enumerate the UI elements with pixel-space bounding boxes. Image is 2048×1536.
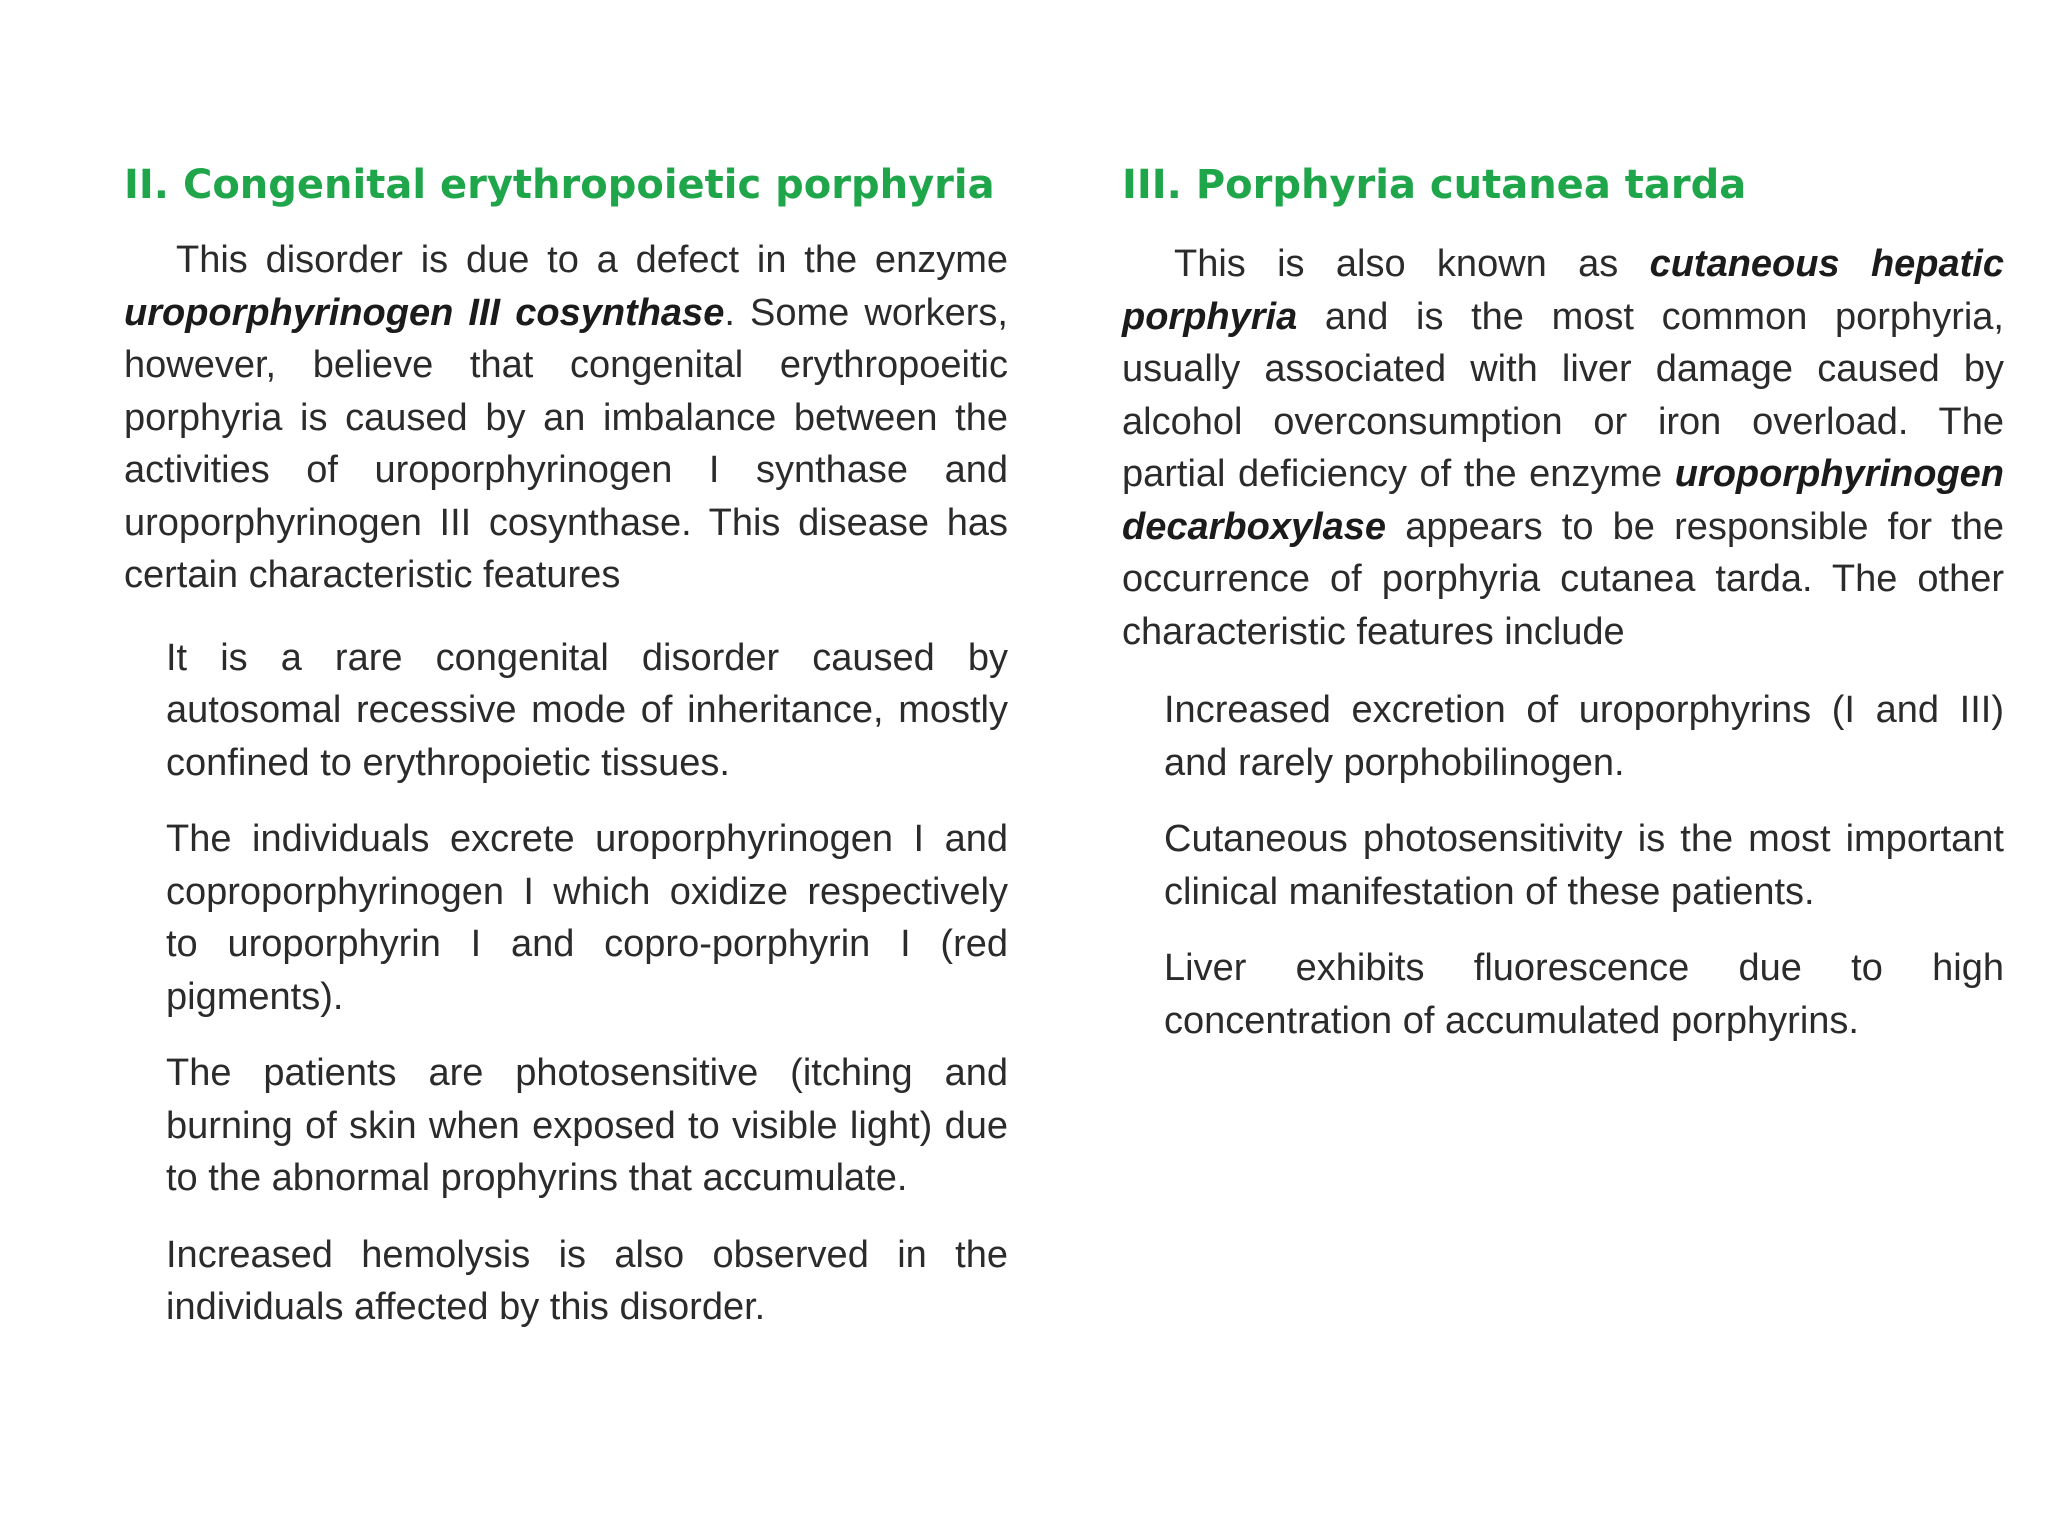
list-item: It is a rare congenital disorder caused by autosomal recessive mode of inheritance, mostly confined to erythropoietic tissues. xyxy=(166,636,1008,784)
list-item: The individuals excrete uroporphyrinogen I and coproporphyrinogen I which oxidize respectively to uroporphyrin I and copro-porphyrin I (red pigments). xyxy=(166,818,1008,1018)
enzyme-name: uroporphyrinogen decarboxylase xyxy=(1122,453,2004,548)
list-item: The patients are photosensitive (itching and burning of skin when exposed to visible light) due to the abnormal prophyrins that accumulate. xyxy=(166,1052,1008,1199)
section-heading xyxy=(1122,158,2004,212)
list-item: Cutaneous photosensitivity is the most important clinical manifestation of these patients. xyxy=(1164,818,2004,913)
intro-text: and is the most common porphyria, usually associated with liver damage caused by alcohol overconsumption or iron overload. The partial deficiency of the enzyme xyxy=(1122,295,2004,495)
intro-text: . Some workers, however, believe that congenital erythropoeitic porphyria is caused by an imbalance between the activities of uroporphyrinogen I synthase and uroporphyrinogen III cosynthase. This disease has certain characteristic features xyxy=(124,291,1008,596)
section-title: Porphyria cutanea tarda xyxy=(1195,162,1747,208)
section-congenital-erythropoietic-porphyria xyxy=(124,158,1008,1358)
enzyme-name: uroporphyrinogen III cosynthase xyxy=(124,291,725,334)
intro-text: This is also known as xyxy=(1174,243,1650,285)
section-title: Congenital erythropoietic porphyria xyxy=(182,162,995,208)
section-number: III. xyxy=(1122,162,1182,208)
section-porphyria-cutanea-tarda xyxy=(1122,158,2004,1071)
section-heading xyxy=(124,158,1008,212)
feature-list xyxy=(166,632,1008,1334)
intro-text: appears to be responsible for the occurrence of porphyria cutanea tarda. The other characteristic features include xyxy=(1122,505,2004,653)
intro-paragraph xyxy=(1122,238,2004,658)
list-item: Increased excretion of uroporphyrins (I and III) and rarely porphobilinogen. xyxy=(1164,689,2004,784)
alternate-name: cutaneous hepatic porphyria xyxy=(1122,243,2004,338)
list-item: Increased hemolysis is also observed in the individuals affected by this disorder. xyxy=(166,1233,1008,1328)
list-item: Liver exhibits fluorescence due to high concentration of accumulated porphyrins. xyxy=(1164,947,2004,1042)
intro-text: This disorder is due to a defect in the enzyme xyxy=(176,239,1008,281)
intro-paragraph xyxy=(124,234,1008,602)
section-number: II. xyxy=(124,162,169,208)
feature-list xyxy=(1164,684,2004,1047)
